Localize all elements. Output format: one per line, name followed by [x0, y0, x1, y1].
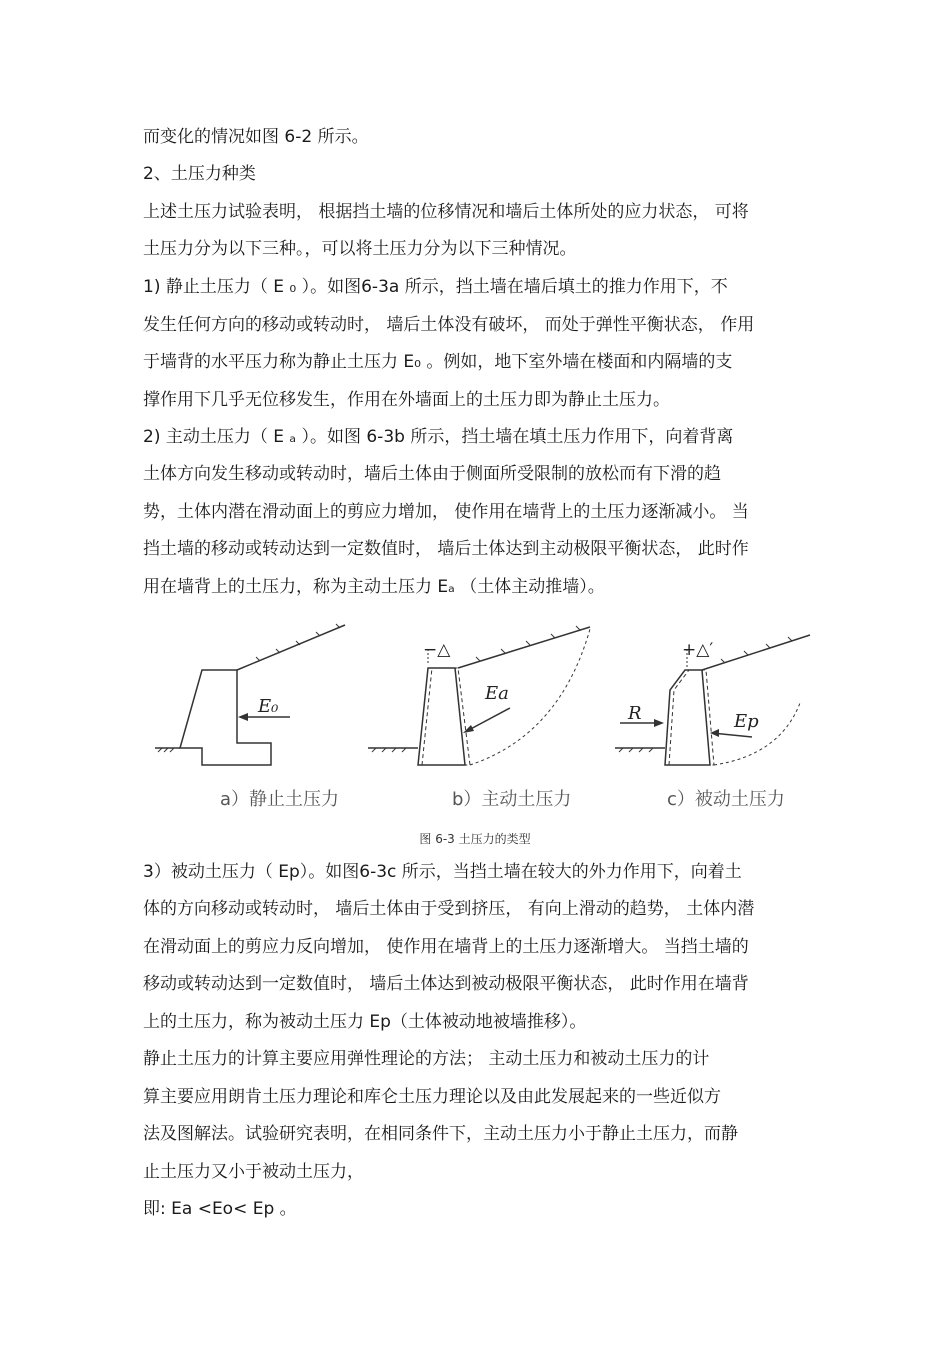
item1-line-4: 撑作用下几乎无位移发生，作用在外墙面上的土压力即为静止土压力。	[143, 390, 670, 410]
panel-a-label: a）静止土压力	[220, 789, 340, 810]
closing-line-1: 静止土压力的计算主要应用弹性理论的方法； 主动土压力和被动土压力的计	[143, 1049, 710, 1069]
intro-fragment: 而变化的情况如图 6-2 所示。	[143, 127, 369, 147]
item2-line-4: 挡土墙的移动或转动达到一定数值时， 墙后土体达到主动极限平衡状态， 此时作	[143, 539, 749, 559]
panel-b-displacement: −△	[423, 640, 451, 660]
panel-b-force-label: Ea	[485, 683, 509, 704]
panel-c-force-label: Ep	[734, 711, 759, 732]
item2-line-5: 用在墙背上的土压力，称为主动土压力 Eₐ （土体主动推墙）。	[143, 577, 605, 597]
panel-b-diagram	[368, 626, 590, 765]
item1-line-3: 于墙背的水平压力称为静止土压力 E₀ 。例如，地下室外墙在楼面和内隔墙的支	[143, 352, 733, 372]
closing-line-2: 算主要应用朗肯土压力理论和库仑土压力理论以及由此发展起来的一些近似方	[143, 1087, 721, 1107]
panel-b-label: b）主动土压力	[452, 789, 572, 810]
item3-line-3: 在滑动面上的剪应力反向增加， 使作用在墙背上的土压力逐渐增大。 当挡土墙的	[143, 937, 749, 957]
panel-c-displacement: +△′	[682, 640, 714, 660]
closing-line-3: 法及图解法。试验研究表明，在相同条件下，主动土压力小于静止土压力，而静	[143, 1124, 738, 1144]
closing-line-4: 止土压力又小于被动土压力，	[143, 1162, 364, 1182]
figure-caption: 图 6-3 土压力的类型	[419, 832, 531, 846]
item1-line-1: 1) 静止土压力（ E ₀ ）。如图6-3a 所示，挡土墙在墙后填土的推力作用下，不	[143, 277, 728, 297]
panel-c-diagram	[615, 635, 810, 765]
panel-c-label: c）被动土压力	[667, 789, 785, 810]
intro-paragraph-line-2: 土压力分为以下三种。，可以将土压力分为以下三种情况。	[143, 239, 577, 259]
item3-line-5: 上的土压力，称为被动土压力 Ep（土体被动地被墙推移）。	[143, 1012, 587, 1032]
earth-pressure-figure	[140, 615, 820, 820]
item2-line-3: 势，土体内潜在滑动面上的剪应力增加， 使作用在墙背上的土压力逐渐减小。 当	[143, 502, 749, 522]
item2-line-2: 土体方向发生移动或转动时，墙后土体由于侧面所受限制的放松而有下滑的趋	[143, 464, 721, 484]
conclusion-inequality: 即: Ea <Eo< Ep 。	[143, 1199, 297, 1219]
item3-line-4: 移动或转动达到一定数值时， 墙后土体达到被动极限平衡状态， 此时作用在墙背	[143, 974, 749, 994]
intro-paragraph-line-1: 上述土压力试验表明， 根据挡土墙的位移情况和墙后土体所处的应力状态， 可将	[143, 202, 749, 222]
section-heading: 2、土压力种类	[143, 164, 256, 184]
panel-a-diagram	[155, 624, 345, 765]
panel-a-force-label: E₀	[258, 696, 279, 717]
panel-c-reaction-label: R	[628, 703, 642, 724]
item1-line-2: 发生任何方向的移动或转动时， 墙后土体没有破坏， 而处于弹性平衡状态， 作用	[143, 315, 755, 335]
item3-line-2: 体的方向移动或转动时， 墙后土体由于受到挤压， 有向上滑动的趋势， 土体内潜	[143, 899, 755, 919]
item2-line-1: 2) 主动土压力（ E ₐ ）。如图 6-3b 所示，挡土墙在填土压力作用下，向着背离	[143, 427, 734, 447]
item3-line-1: 3）被动土压力（ Ep）。如图6-3c 所示，当挡土墙在较大的外力作用下，向着土	[143, 862, 742, 882]
